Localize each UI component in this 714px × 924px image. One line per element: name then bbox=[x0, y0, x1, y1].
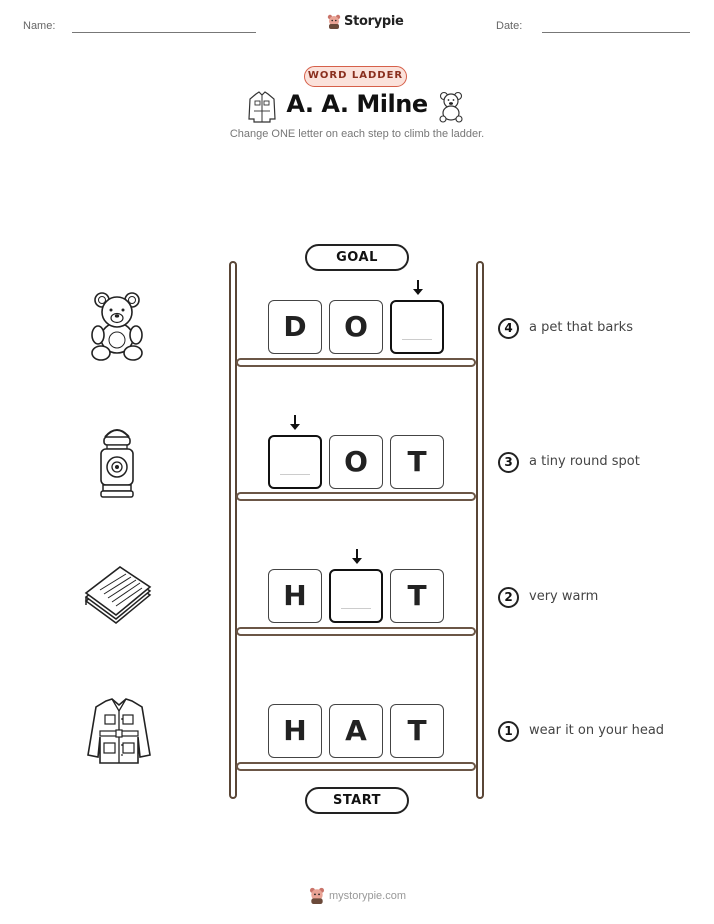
paper-stack-icon bbox=[82, 565, 152, 627]
blank-letter-box[interactable] bbox=[390, 300, 444, 354]
footer bbox=[309, 887, 406, 904]
letter-tile: T bbox=[390, 569, 444, 623]
start-label: START bbox=[305, 787, 409, 814]
letter-tile: T bbox=[390, 435, 444, 489]
letter-tile: A bbox=[329, 704, 383, 758]
step-number: 1 bbox=[498, 721, 519, 742]
step-clue: wear it on your head bbox=[529, 723, 665, 738]
page-title: A. A. Milne bbox=[286, 90, 428, 118]
date-line[interactable] bbox=[542, 32, 690, 33]
bear-logo-icon bbox=[327, 14, 341, 29]
step-clue: a pet that barks bbox=[529, 320, 633, 335]
step-number: 4 bbox=[498, 318, 519, 339]
letter-tile: T bbox=[390, 704, 444, 758]
down-arrow-icon bbox=[350, 549, 364, 565]
blank-letter-box[interactable] bbox=[268, 435, 322, 489]
name-line[interactable] bbox=[72, 32, 256, 33]
step-clue: very warm bbox=[529, 589, 599, 604]
bear-logo-icon bbox=[309, 887, 325, 904]
jacket-icon bbox=[84, 697, 154, 765]
name-label: Name: bbox=[23, 20, 56, 32]
step-number: 2 bbox=[498, 587, 519, 608]
ladder-rung bbox=[236, 627, 476, 636]
blank-letter-box[interactable] bbox=[329, 569, 383, 623]
footer-url[interactable]: mystorypie.com bbox=[329, 889, 407, 902]
down-arrow-icon bbox=[411, 280, 425, 296]
ladder-left-rail bbox=[229, 261, 237, 799]
instructions: Change ONE letter on each step to climb the ladder. bbox=[229, 128, 485, 140]
date-label: Date: bbox=[496, 20, 523, 32]
teddy-small-icon bbox=[437, 91, 465, 123]
step-number: 3 bbox=[498, 452, 519, 473]
letter-tile: H bbox=[268, 569, 322, 623]
brand-logo bbox=[327, 14, 404, 29]
brand-name: Storypie bbox=[344, 14, 404, 29]
teddy-bear-icon bbox=[88, 290, 146, 362]
ladder-rung bbox=[236, 762, 476, 771]
letter-tile: D bbox=[268, 300, 322, 354]
goal-label: GOAL bbox=[305, 244, 409, 271]
down-arrow-icon bbox=[288, 415, 302, 431]
step-clue: a tiny round spot bbox=[529, 454, 640, 469]
letter-tile: O bbox=[329, 300, 383, 354]
ladder-rung bbox=[236, 358, 476, 367]
letter-tile: H bbox=[268, 704, 322, 758]
word-ladder-badge: WORD LADDER bbox=[304, 66, 407, 87]
jacket-small-icon bbox=[247, 91, 277, 123]
ladder-rung bbox=[236, 492, 476, 501]
ladder-right-rail bbox=[476, 261, 484, 799]
letter-tile: O bbox=[329, 435, 383, 489]
lantern-icon bbox=[96, 425, 138, 501]
